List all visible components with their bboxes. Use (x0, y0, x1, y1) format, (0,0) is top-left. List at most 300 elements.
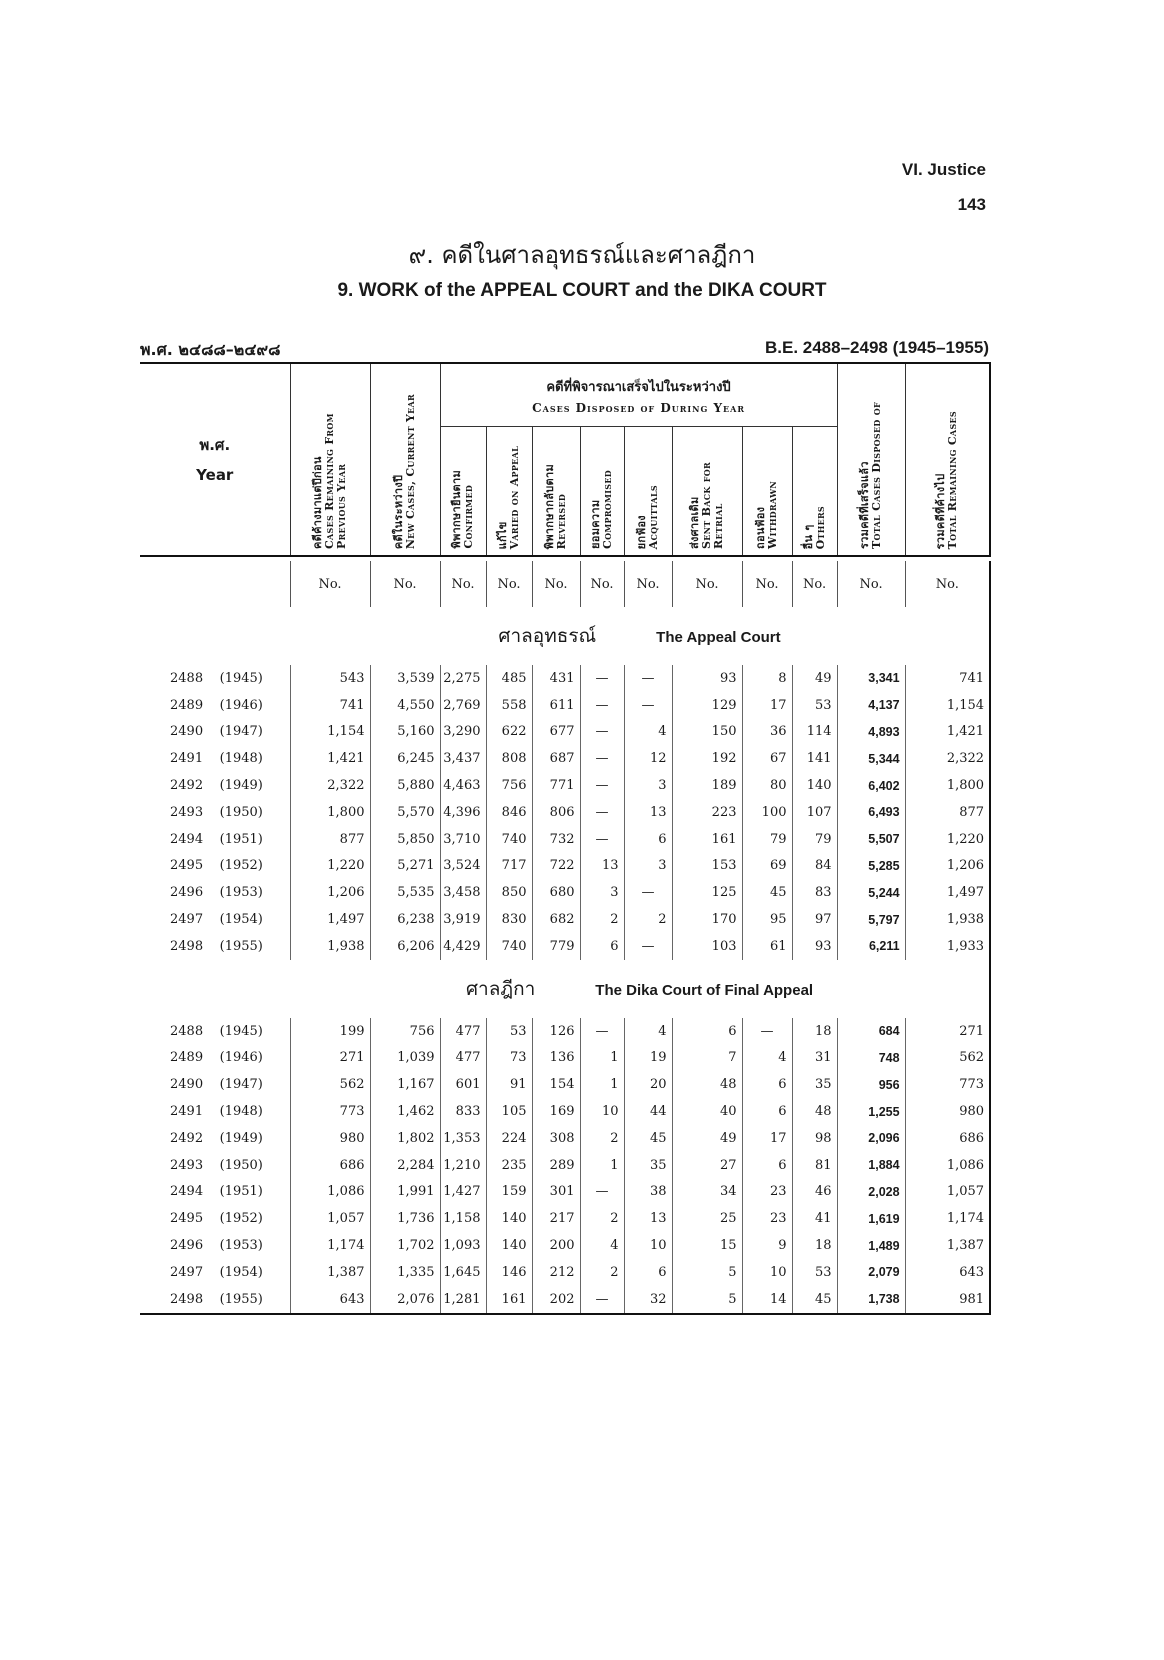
acquittals-cell: 13 (624, 1205, 672, 1232)
confirmed-cell: 3,458 (440, 879, 486, 906)
acquittals-cell: 2 (624, 906, 672, 933)
compromised-cell: 13 (580, 853, 624, 880)
new-cases-cell: 4,550 (370, 692, 440, 719)
confirmed-cell: 1,093 (440, 1232, 486, 1259)
page-title: 9. WORK of the APPEAL COURT and the DIKA COURT (337, 280, 827, 301)
year-be: 2497 (170, 912, 204, 928)
reversed-cell: 806 (532, 799, 580, 826)
dika-court-table-row (140, 1098, 990, 1125)
acquittals-cell: 35 (624, 1152, 672, 1179)
varied-cell: 830 (486, 906, 532, 933)
withdrawn-cell: — (742, 1018, 792, 1045)
dika-court-table-row (140, 1205, 990, 1232)
others-cell: 114 (792, 719, 837, 746)
dika-court-table-row (140, 1232, 990, 1259)
remaining-from-previous-cell: 1,938 (290, 933, 370, 960)
remaining-from-previous-cell: 1,057 (290, 1205, 370, 1232)
total-remaining-cell: 741 (905, 665, 990, 692)
total-remaining-thai: รวมคดีที่ค้างไป (934, 473, 948, 549)
dika-court-table-row (140, 1045, 990, 1072)
others-cell: 140 (792, 772, 837, 799)
year-cell (140, 1259, 290, 1286)
others-cell: 31 (792, 1045, 837, 1072)
year-ce: (1948) (219, 751, 263, 767)
varied-cell: 485 (486, 665, 532, 692)
total-remaining-cell: 1,387 (905, 1232, 990, 1259)
year-ce: (1952) (219, 1211, 263, 1227)
dika-court-table-row (140, 1179, 990, 1206)
dika-court-label-english: The Dika Court of Final Appeal (595, 981, 814, 999)
year-ce: (1950) (219, 804, 263, 820)
year-cell (140, 1125, 290, 1152)
compromised-cell: — (580, 1018, 624, 1045)
new-cases-cell: 5,880 (370, 772, 440, 799)
period-english: B.E. 2488–2498 (1945–1955) (764, 338, 989, 357)
remaining-from-previous-cell: 1,206 (290, 879, 370, 906)
others-cell: 18 (792, 1232, 837, 1259)
acquittals-cell: 19 (624, 1045, 672, 1072)
retrial-cell: 48 (672, 1071, 742, 1098)
year-cell (140, 719, 290, 746)
retrial-cell: 103 (672, 933, 742, 960)
confirmed-cell: 1,427 (440, 1179, 486, 1206)
year-cell (140, 1205, 290, 1232)
retrial-thai: ส่งศาลเดิม (688, 496, 701, 549)
remaining-from-previous-cell: 980 (290, 1125, 370, 1152)
total-remaining-cell: 643 (905, 1259, 990, 1286)
year-ce: (1954) (219, 912, 263, 928)
reversed-english: Reversed (555, 493, 568, 549)
compromised-cell: 1 (580, 1152, 624, 1179)
others-header (792, 427, 837, 557)
compromised-cell: — (580, 1179, 624, 1206)
total-disposed-cell: 6,211 (837, 933, 905, 960)
total-disposed-cell: 3,341 (837, 665, 905, 692)
total-remaining-cell: 271 (905, 1018, 990, 1045)
disposed-group-thai: คดีที่พิจารณาเสร็จไปในระหว่างปี (546, 379, 731, 395)
reversed-cell: 771 (532, 772, 580, 799)
others-cell: 81 (792, 1152, 837, 1179)
total-remaining-cell: 980 (905, 1098, 990, 1125)
acquittals-cell: 4 (624, 1018, 672, 1045)
disposed-group-english: Cases Disposed of During Year (532, 400, 745, 415)
year-be: 2490 (170, 1077, 204, 1093)
year-be: 2495 (170, 858, 204, 874)
varied-cell: 146 (486, 1259, 532, 1286)
total-remaining-cell: 1,497 (905, 879, 990, 906)
acquittals-header (624, 427, 672, 557)
reversed-cell: 212 (532, 1259, 580, 1286)
new-cases-cell: 6,245 (370, 745, 440, 772)
appeal-court-table-row (140, 745, 990, 772)
remaining-header-english: Cases Remaining From Previous Year (323, 413, 348, 549)
reversed-cell: 202 (532, 1286, 580, 1314)
withdrawn-cell: 23 (742, 1179, 792, 1206)
confirmed-cell: 3,919 (440, 906, 486, 933)
year-be: 2496 (170, 1238, 204, 1254)
compromised-cell: 3 (580, 879, 624, 906)
retrial-cell: 34 (672, 1179, 742, 1206)
withdrawn-cell: 67 (742, 745, 792, 772)
total-disposed-cell: 5,344 (837, 745, 905, 772)
acquittals-english: Acquittals (647, 484, 660, 549)
new-cases-cell: 6,206 (370, 933, 440, 960)
remaining-from-previous-cell: 562 (290, 1071, 370, 1098)
others-cell: 79 (792, 826, 837, 853)
year-header-english: Year (196, 465, 234, 484)
varied-english: Varied on Appeal (508, 445, 521, 549)
compromised-cell: — (580, 719, 624, 746)
new-cases-cell: 1,802 (370, 1125, 440, 1152)
varied-cell: 740 (486, 826, 532, 853)
acquittals-cell: 20 (624, 1071, 672, 1098)
total-remaining-cell: 686 (905, 1125, 990, 1152)
total-remaining-cell: 2,322 (905, 745, 990, 772)
total-remaining-cell: 1,421 (905, 719, 990, 746)
retrial-cell: 189 (672, 772, 742, 799)
varied-cell: 846 (486, 799, 532, 826)
page-number: 143 (957, 195, 986, 214)
new-cases-cell: 1,462 (370, 1098, 440, 1125)
new-cases-cell: 756 (370, 1018, 440, 1045)
withdrawn-cell: 61 (742, 933, 792, 960)
year-be: 2494 (170, 831, 204, 847)
new-cases-cell: 2,076 (370, 1286, 440, 1314)
withdrawn-cell: 6 (742, 1098, 792, 1125)
confirmed-cell: 4,429 (440, 933, 486, 960)
varied-cell: 224 (486, 1125, 532, 1152)
compromised-cell: 10 (580, 1098, 624, 1125)
confirmed-cell: 3,290 (440, 719, 486, 746)
others-cell: 93 (792, 933, 837, 960)
retrial-cell: 27 (672, 1152, 742, 1179)
confirmed-cell: 833 (440, 1098, 486, 1125)
withdrawn-cell: 14 (742, 1286, 792, 1314)
confirmed-thai: พิพากษายืนตาม (450, 470, 463, 549)
year-be: 2498 (170, 1291, 204, 1307)
dika-court-table-row (140, 1018, 990, 1045)
remaining-from-previous-cell: 741 (290, 692, 370, 719)
new-cases-cell: 2,284 (370, 1152, 440, 1179)
total-remaining-cell: 1,800 (905, 772, 990, 799)
total-remaining-cell: 1,174 (905, 1205, 990, 1232)
total-disposed-cell: 2,028 (837, 1179, 905, 1206)
appeal-court-table-row (140, 719, 990, 746)
total-remaining-cell: 1,938 (905, 906, 990, 933)
others-cell: 84 (792, 853, 837, 880)
others-cell: 107 (792, 799, 837, 826)
total-disposed-cell: 6,402 (837, 772, 905, 799)
total-disposed-thai: รวมคดีที่เสร็จแล้ว (858, 461, 872, 549)
withdrawn-cell: 23 (742, 1205, 792, 1232)
remaining-from-previous-cell: 1,800 (290, 799, 370, 826)
reversed-cell: 431 (532, 665, 580, 692)
year-be: 2497 (170, 1264, 204, 1280)
year-cell (140, 692, 290, 719)
retrial-cell: 150 (672, 719, 742, 746)
year-ce: (1954) (219, 1264, 263, 1280)
total-remaining-cell: 1,206 (905, 853, 990, 880)
others-cell: 46 (792, 1179, 837, 1206)
year-be: 2498 (170, 938, 204, 954)
appeal-court-label-english: The Appeal Court (656, 629, 781, 646)
others-thai: อื่น ๆ (801, 523, 815, 549)
year-ce: (1953) (219, 1238, 263, 1254)
confirmed-cell: 1,353 (440, 1125, 486, 1152)
withdrawn-cell: 4 (742, 1045, 792, 1072)
appeal-court-heading-row (140, 607, 990, 665)
acquittals-cell: 32 (624, 1286, 672, 1314)
new-cases-cell: 5,570 (370, 799, 440, 826)
appeal-court-table-row (140, 853, 990, 880)
unit-label: No. (290, 561, 370, 607)
total-disposed-cell: 684 (837, 1018, 905, 1045)
year-ce: (1953) (219, 885, 263, 901)
year-be: 2489 (170, 697, 204, 713)
withdrawn-header (742, 427, 792, 557)
confirmed-cell: 4,396 (440, 799, 486, 826)
year-cell (140, 772, 290, 799)
confirmed-cell: 1,210 (440, 1152, 486, 1179)
reversed-cell: 217 (532, 1205, 580, 1232)
reversed-cell: 779 (532, 933, 580, 960)
confirmed-cell: 2,275 (440, 665, 486, 692)
new-cases-cell: 6,238 (370, 906, 440, 933)
appeal-court-table-row (140, 906, 990, 933)
reversed-cell: 154 (532, 1071, 580, 1098)
withdrawn-cell: 8 (742, 665, 792, 692)
total-disposed-cell: 1,255 (837, 1098, 905, 1125)
year-ce: (1951) (219, 831, 263, 847)
year-be: 2496 (170, 885, 204, 901)
total-disposed-cell: 1,738 (837, 1286, 905, 1314)
unit-label: No. (624, 561, 672, 607)
year-ce: (1949) (219, 778, 263, 794)
year-cell (140, 1045, 290, 1072)
total-disposed-cell: 4,137 (837, 692, 905, 719)
year-be: 2488 (170, 670, 204, 686)
new-cases-cell: 1,991 (370, 1179, 440, 1206)
confirmed-cell: 477 (440, 1045, 486, 1072)
confirmed-header (440, 427, 486, 557)
others-cell: 97 (792, 906, 837, 933)
remaining-from-previous-cell: 1,154 (290, 719, 370, 746)
new-cases-cell: 5,271 (370, 853, 440, 880)
remaining-from-previous-cell: 199 (290, 1018, 370, 1045)
dika-court-label-thai: ศาลฎีกา (465, 977, 536, 1000)
withdrawn-english: Withdrawn (766, 481, 779, 549)
appeal-court-table-row (140, 665, 990, 692)
dika-court-table-row (140, 1152, 990, 1179)
confirmed-cell: 1,645 (440, 1259, 486, 1286)
withdrawn-cell: 9 (742, 1232, 792, 1259)
acquittals-cell: 44 (624, 1098, 672, 1125)
confirmed-english: Confirmed (462, 485, 475, 549)
total-remaining-english: Total Remaining Cases (946, 410, 960, 549)
acquittals-cell: 10 (624, 1232, 672, 1259)
retrial-cell: 192 (672, 745, 742, 772)
total-disposed-cell: 5,507 (837, 826, 905, 853)
year-ce: (1951) (219, 1184, 263, 1200)
total-remaining-cell: 877 (905, 799, 990, 826)
new-cases-cell: 1,702 (370, 1232, 440, 1259)
new-cases-header (370, 363, 440, 556)
total-remaining-cell: 1,933 (905, 933, 990, 960)
unit-row (140, 561, 990, 607)
year-be: 2492 (170, 1130, 204, 1146)
acquittals-cell: 45 (624, 1125, 672, 1152)
total-disposed-header (837, 363, 905, 556)
retrial-cell: 170 (672, 906, 742, 933)
total-disposed-cell: 4,893 (837, 719, 905, 746)
others-cell: 35 (792, 1071, 837, 1098)
dika-court-table-row (140, 1259, 990, 1286)
compromised-cell: 2 (580, 1205, 624, 1232)
compromised-cell: — (580, 772, 624, 799)
remaining-from-previous-cell: 1,421 (290, 745, 370, 772)
year-ce: (1947) (219, 724, 263, 740)
compromised-cell: 6 (580, 933, 624, 960)
reversed-cell: 301 (532, 1179, 580, 1206)
retrial-cell: 5 (672, 1286, 742, 1314)
unit-label: No. (837, 561, 905, 607)
remaining-from-previous-cell: 1,497 (290, 906, 370, 933)
remaining-from-previous-cell: 1,086 (290, 1179, 370, 1206)
year-be: 2491 (170, 1104, 204, 1120)
others-cell: 98 (792, 1125, 837, 1152)
retrial-cell: 7 (672, 1045, 742, 1072)
year-cell (140, 1152, 290, 1179)
period-thai: พ.ศ. ๒๔๘๘–๒๔๙๘ (140, 340, 281, 359)
varied-header (486, 427, 532, 557)
year-ce: (1945) (219, 670, 263, 686)
year-ce: (1955) (219, 938, 263, 954)
varied-cell: 808 (486, 745, 532, 772)
acquittals-cell: 38 (624, 1179, 672, 1206)
remaining-from-previous-cell: 543 (290, 665, 370, 692)
acquittals-cell: — (624, 692, 672, 719)
year-cell (140, 1071, 290, 1098)
year-cell (140, 933, 290, 960)
unit-label: No. (672, 561, 742, 607)
total-disposed-cell: 5,285 (837, 853, 905, 880)
appeal-court-heading (290, 607, 990, 665)
remaining-from-previous-cell: 1,174 (290, 1232, 370, 1259)
year-be: 2489 (170, 1050, 204, 1066)
reversed-cell: 169 (532, 1098, 580, 1125)
year-ce: (1946) (219, 1050, 263, 1066)
page-title-thai: ๙. คดีในศาลอุทธรณ์และศาลฎีกา (408, 241, 756, 269)
compromised-cell: — (580, 692, 624, 719)
new-cases-cell: 1,167 (370, 1071, 440, 1098)
withdrawn-cell: 10 (742, 1259, 792, 1286)
new-header-english: New Cases, Current Year (404, 393, 417, 549)
reversed-cell: 611 (532, 692, 580, 719)
appeal-court-table-row (140, 933, 990, 960)
year-cell (140, 1286, 290, 1314)
withdrawn-cell: 17 (742, 1125, 792, 1152)
retrial-english: Sent Back for Retrial (700, 462, 725, 549)
varied-cell: 717 (486, 853, 532, 880)
compromised-cell: — (580, 799, 624, 826)
year-be: 2494 (170, 1184, 204, 1200)
new-cases-cell: 5,850 (370, 826, 440, 853)
reversed-cell: 126 (532, 1018, 580, 1045)
confirmed-cell: 3,524 (440, 853, 486, 880)
remaining-from-previous-cell: 686 (290, 1152, 370, 1179)
year-cell (140, 665, 290, 692)
retrial-cell: 223 (672, 799, 742, 826)
others-cell: 48 (792, 1098, 837, 1125)
acquittals-cell: 6 (624, 1259, 672, 1286)
year-be: 2495 (170, 1211, 204, 1227)
total-remaining-cell: 981 (905, 1286, 990, 1314)
unit-label: No. (792, 561, 837, 607)
reversed-cell: 308 (532, 1125, 580, 1152)
remaining-from-previous-cell: 2,322 (290, 772, 370, 799)
acquittals-cell: — (624, 933, 672, 960)
confirmed-cell: 1,158 (440, 1205, 486, 1232)
total-disposed-cell: 2,079 (837, 1259, 905, 1286)
retrial-cell: 49 (672, 1125, 742, 1152)
acquittals-cell: 12 (624, 745, 672, 772)
year-cell (140, 1179, 290, 1206)
year-cell (140, 853, 290, 880)
others-english: Others (813, 505, 827, 549)
others-cell: 18 (792, 1018, 837, 1045)
new-cases-cell: 3,539 (370, 665, 440, 692)
others-cell: 83 (792, 879, 837, 906)
year-cell (140, 826, 290, 853)
remaining-from-previous-header (290, 363, 370, 556)
confirmed-cell: 3,710 (440, 826, 486, 853)
unit-label: No. (370, 561, 440, 607)
acquittals-thai: ยกฟ้อง (635, 514, 648, 549)
total-disposed-cell: 5,244 (837, 879, 905, 906)
withdrawn-cell: 95 (742, 906, 792, 933)
withdrawn-cell: 6 (742, 1071, 792, 1098)
remaining-from-previous-cell: 1,387 (290, 1259, 370, 1286)
reversed-cell: 200 (532, 1232, 580, 1259)
compromised-cell: 4 (580, 1232, 624, 1259)
year-be: 2488 (170, 1023, 204, 1039)
year-ce: (1947) (219, 1077, 263, 1093)
varied-cell: 850 (486, 879, 532, 906)
year-ce: (1946) (219, 697, 263, 713)
year-ce: (1950) (219, 1157, 263, 1173)
total-disposed-cell: 748 (837, 1045, 905, 1072)
year-cell (140, 799, 290, 826)
retrial-cell: 153 (672, 853, 742, 880)
others-cell: 141 (792, 745, 837, 772)
retrial-cell: 40 (672, 1098, 742, 1125)
remaining-from-previous-cell: 1,220 (290, 853, 370, 880)
compromised-cell: 1 (580, 1071, 624, 1098)
total-remaining-cell: 773 (905, 1071, 990, 1098)
year-header (140, 363, 290, 556)
reversed-cell: 289 (532, 1152, 580, 1179)
varied-cell: 161 (486, 1286, 532, 1314)
appeal-court-table-row (140, 692, 990, 719)
withdrawn-cell: 45 (742, 879, 792, 906)
withdrawn-cell: 100 (742, 799, 792, 826)
withdrawn-cell: 36 (742, 719, 792, 746)
withdrawn-cell: 69 (742, 853, 792, 880)
year-ce: (1948) (219, 1104, 263, 1120)
varied-cell: 235 (486, 1152, 532, 1179)
year-ce: (1949) (219, 1130, 263, 1146)
retrial-cell: 15 (672, 1232, 742, 1259)
